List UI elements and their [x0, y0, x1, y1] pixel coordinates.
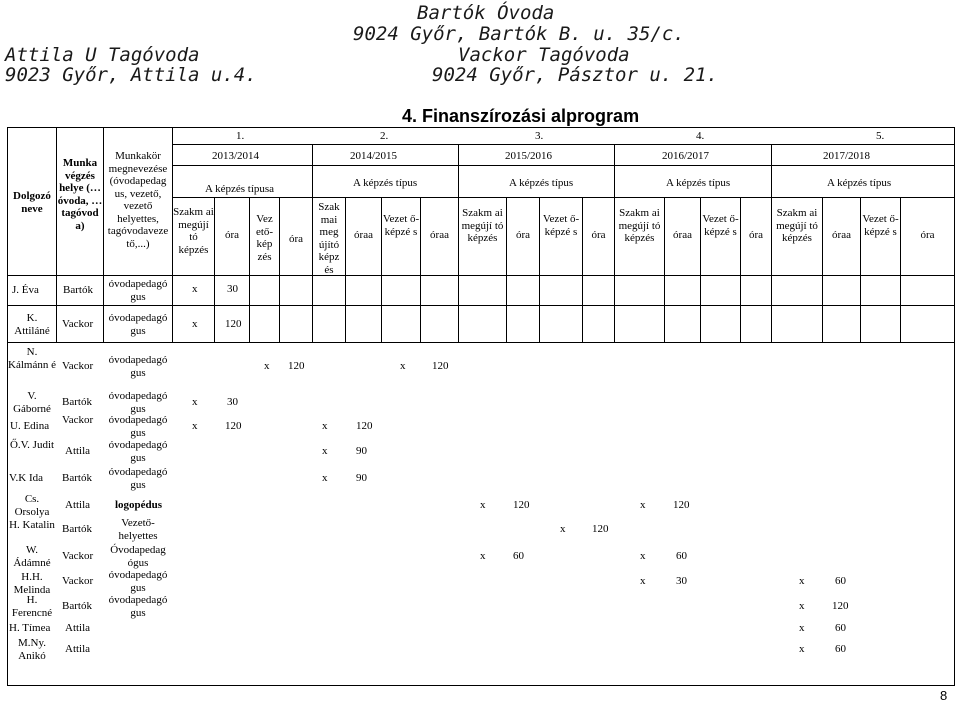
sub-ora-2b: óraa — [430, 229, 449, 241]
sub-ora-5b: óra — [920, 229, 935, 241]
sub-szakmai-1: Szakm ai megújí tó képzés — [173, 206, 214, 256]
training-mark: x — [322, 420, 328, 432]
workplace: Bartók — [62, 472, 92, 484]
sub-ora-2a: óraa — [354, 229, 373, 241]
training-mark: x — [799, 600, 805, 612]
training-type-5: A képzés típus — [827, 177, 892, 189]
workplace: Attila — [65, 445, 91, 457]
col-header-workplace: Munka végzés helye (… óvoda, … tagóvod a) — [57, 157, 103, 232]
workplace: Vackor — [62, 360, 94, 372]
col-number-2: 2. — [380, 130, 389, 142]
employee-name: N. Kálmánn é — [8, 346, 56, 371]
col-number-5: 5. — [876, 130, 885, 142]
training-mark: x — [560, 523, 566, 535]
training-hours: 120 — [225, 318, 242, 330]
branch-right-name: Vackor Tagóvoda — [458, 44, 630, 66]
employee-name: H.H. Melinda — [13, 571, 51, 596]
sub-ora-4a: óraa — [673, 229, 692, 241]
training-type-4: A képzés típus — [666, 177, 731, 189]
training-hours: 120 — [432, 360, 449, 372]
job-title: óvodapedagó gus — [108, 278, 168, 303]
sub-szakmai-2: Szak mai meg újító képz és — [318, 201, 340, 276]
training-mark: x — [192, 283, 198, 295]
training-hours: 120 — [592, 523, 609, 535]
workplace: Attila — [65, 643, 91, 655]
sub-ora-1a: óra — [224, 229, 240, 241]
col-number-4: 4. — [696, 130, 705, 142]
training-mark: x — [192, 420, 198, 432]
training-hours: 120 — [288, 360, 305, 372]
col-header-name: Dolgozó neve — [13, 190, 51, 215]
employee-name: H. Katalin — [9, 519, 55, 531]
training-hours: 120 — [673, 499, 690, 511]
sub-szakmai-3: Szakm ai megújí tó képzés — [461, 207, 504, 244]
training-hours: 120 — [832, 600, 849, 612]
employee-name: W. Ádámné — [13, 544, 51, 569]
employee-name: H. Ferencné — [11, 594, 53, 619]
training-mark: x — [640, 499, 646, 511]
training-hours: 90 — [356, 472, 367, 484]
branch-right-address: 9024 Győr, Pásztor u. 21. — [432, 64, 718, 86]
job-title: óvodapedagó gus — [108, 390, 168, 415]
sub-vezeto-1: Vez ető-kép zés — [255, 213, 274, 263]
year-2014-2015: 2014/2015 — [350, 150, 398, 162]
workplace: Bartók — [63, 284, 93, 296]
kindergarten-name: Bartók Óvoda — [417, 2, 555, 24]
training-type-3: A képzés típus — [509, 177, 574, 189]
sub-ora-5a: óraa — [832, 229, 851, 241]
employee-name: V.K Ida — [9, 472, 44, 484]
employee-name: J. Éva — [12, 284, 39, 296]
training-hours: 30 — [227, 283, 238, 295]
workplace: Bartók — [62, 600, 92, 612]
job-title: óvodapedagó gus — [108, 594, 168, 619]
workplace: Vackor — [62, 414, 94, 426]
employee-name: M.Ny. Anikó — [17, 637, 46, 662]
sub-vezeto-2: Vezet ő-képzé s — [382, 213, 420, 238]
page-number: 8 — [940, 688, 948, 703]
branch-left-address: 9023 Győr, Attila u.4. — [5, 64, 257, 86]
workplace: Attila — [65, 622, 91, 634]
training-mark: x — [192, 318, 198, 330]
training-type-2: A képzés típus — [353, 177, 418, 189]
training-hours: 60 — [513, 550, 524, 562]
year-2013-2014: 2013/2014 — [212, 150, 260, 162]
training-mark: x — [640, 575, 646, 587]
workplace: Vackor — [62, 550, 94, 562]
sub-szakmai-5: Szakm ai megújí tó képzés — [776, 207, 818, 244]
employee-name: Ő.V. Judit — [9, 439, 55, 451]
section-title: 4. Finanszírozási alprogram — [402, 106, 640, 126]
sub-vezeto-5: Vezet ő-képzé s — [862, 213, 899, 238]
job-title: Óvodapedag ógus — [110, 544, 166, 569]
sub-vezeto-3: Vezet ő-képzé s — [542, 213, 580, 238]
workplace: Bartók — [62, 523, 92, 535]
training-mark: x — [322, 472, 328, 484]
training-hours: 60 — [835, 575, 846, 587]
workplace: Vackor — [62, 318, 94, 330]
training-mark: x — [799, 575, 805, 587]
training-mark: x — [799, 622, 805, 634]
employee-name: V. Gáborné — [13, 390, 51, 415]
training-hours: 120 — [356, 420, 373, 432]
training-hours: 120 — [225, 420, 242, 432]
sub-vezeto-4: Vezet ő-képzé s — [702, 213, 739, 238]
employee-name: U. Edina — [10, 420, 50, 432]
training-mark: x — [480, 499, 486, 511]
employee-name: Cs. Orsolya — [14, 493, 50, 518]
kindergarten-address: 9024 Győr, Bartók B. u. 35/c. — [353, 23, 685, 45]
year-2015-2016: 2015/2016 — [505, 150, 553, 162]
training-mark: x — [480, 550, 486, 562]
employee-name: H. Tímea — [9, 622, 51, 634]
employee-name: K. Attiláné — [14, 312, 50, 337]
col-number-3: 3. — [535, 130, 544, 142]
job-title: óvodapedagó gus — [108, 354, 168, 379]
sub-ora-3b: óra — [591, 229, 606, 241]
training-hours: 60 — [676, 550, 687, 562]
training-mark: x — [400, 360, 406, 372]
training-mark: x — [192, 396, 198, 408]
sub-ora-1b: óra — [288, 233, 304, 245]
job-title: Vezető-helyettes — [118, 517, 158, 542]
job-title: óvodapedagó gus — [108, 439, 168, 464]
sub-szakmai-4: Szakm ai megújí tó képzés — [618, 207, 661, 244]
sub-ora-4b: óra — [748, 229, 764, 241]
training-hours: 30 — [227, 396, 238, 408]
job-title: logopédus — [115, 499, 163, 511]
col-header-job: Munkakör megnevezése (óvodapedag us, vezető, vezető helyettes, tagóvodaveze tő,...) — [107, 150, 169, 250]
workplace: Vackor — [62, 575, 94, 587]
training-mark: x — [322, 445, 328, 457]
sub-ora-3a: óra — [515, 229, 531, 241]
job-title: óvodapedagó gus — [108, 414, 168, 439]
training-mark: x — [799, 643, 805, 655]
workplace: Bartók — [62, 396, 92, 408]
training-hours: 60 — [835, 643, 846, 655]
col-number-1: 1. — [236, 130, 245, 142]
job-title: óvodapedagó gus — [108, 569, 168, 594]
training-hours: 90 — [356, 445, 367, 457]
branch-left-name: Attila U Tagóvoda — [5, 44, 200, 66]
training-hours: 60 — [835, 622, 846, 634]
year-2016-2017: 2016/2017 — [662, 150, 710, 162]
training-type-1: A képzés típusa — [205, 183, 275, 195]
training-hours: 120 — [513, 499, 530, 511]
training-mark: x — [264, 360, 270, 372]
training-mark: x — [640, 550, 646, 562]
workplace: Attila — [65, 499, 91, 511]
job-title: óvodapedagó gus — [108, 312, 168, 337]
training-hours: 30 — [676, 575, 687, 587]
job-title: óvodapedagó gus — [108, 466, 168, 491]
year-2017-2018: 2017/2018 — [823, 150, 871, 162]
